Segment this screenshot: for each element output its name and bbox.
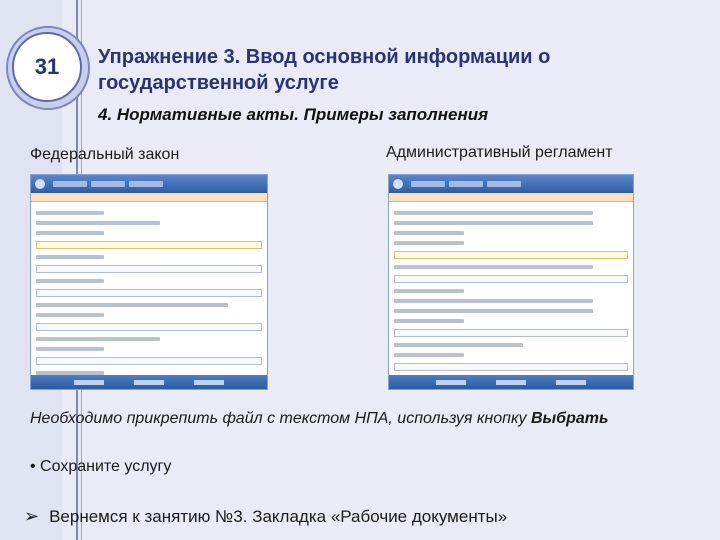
logo-icon [35, 179, 45, 189]
pane-header [31, 175, 267, 193]
admin-regulation-screenshot [388, 174, 634, 390]
pane-breadcrumb [31, 193, 267, 202]
save-service-bullet: • Сохраните услугу [30, 458, 172, 475]
slide-subtitle: 4. Нормативные акты. Примеры заполнения [98, 105, 489, 124]
caption-federal-law: Федеральный закон [30, 146, 180, 163]
return-line [24, 506, 507, 527]
arrow-bullet-icon: ➢ [24, 506, 40, 526]
federal-law-screenshot [30, 174, 268, 390]
pane-footer [389, 375, 633, 389]
pane-breadcrumb [389, 193, 633, 202]
caption-admin-regulation: Административный регламент [386, 144, 613, 161]
slide-number-badge: 31 [12, 32, 82, 102]
pane-footer [31, 375, 267, 389]
note-button-name: Выбрать [530, 410, 609, 427]
instruction-note [30, 410, 710, 428]
logo-icon [393, 179, 403, 189]
return-text: Вернемся к занятию №3. Закладка «Рабочие документы» [49, 506, 508, 526]
pane-header [389, 175, 633, 193]
note-text: Необходимо прикрепить файл с текстом НПА, используя кнопку [30, 410, 531, 427]
slide-title: Упражнение 3. Ввод основной информации о государственной услуге [98, 46, 551, 94]
